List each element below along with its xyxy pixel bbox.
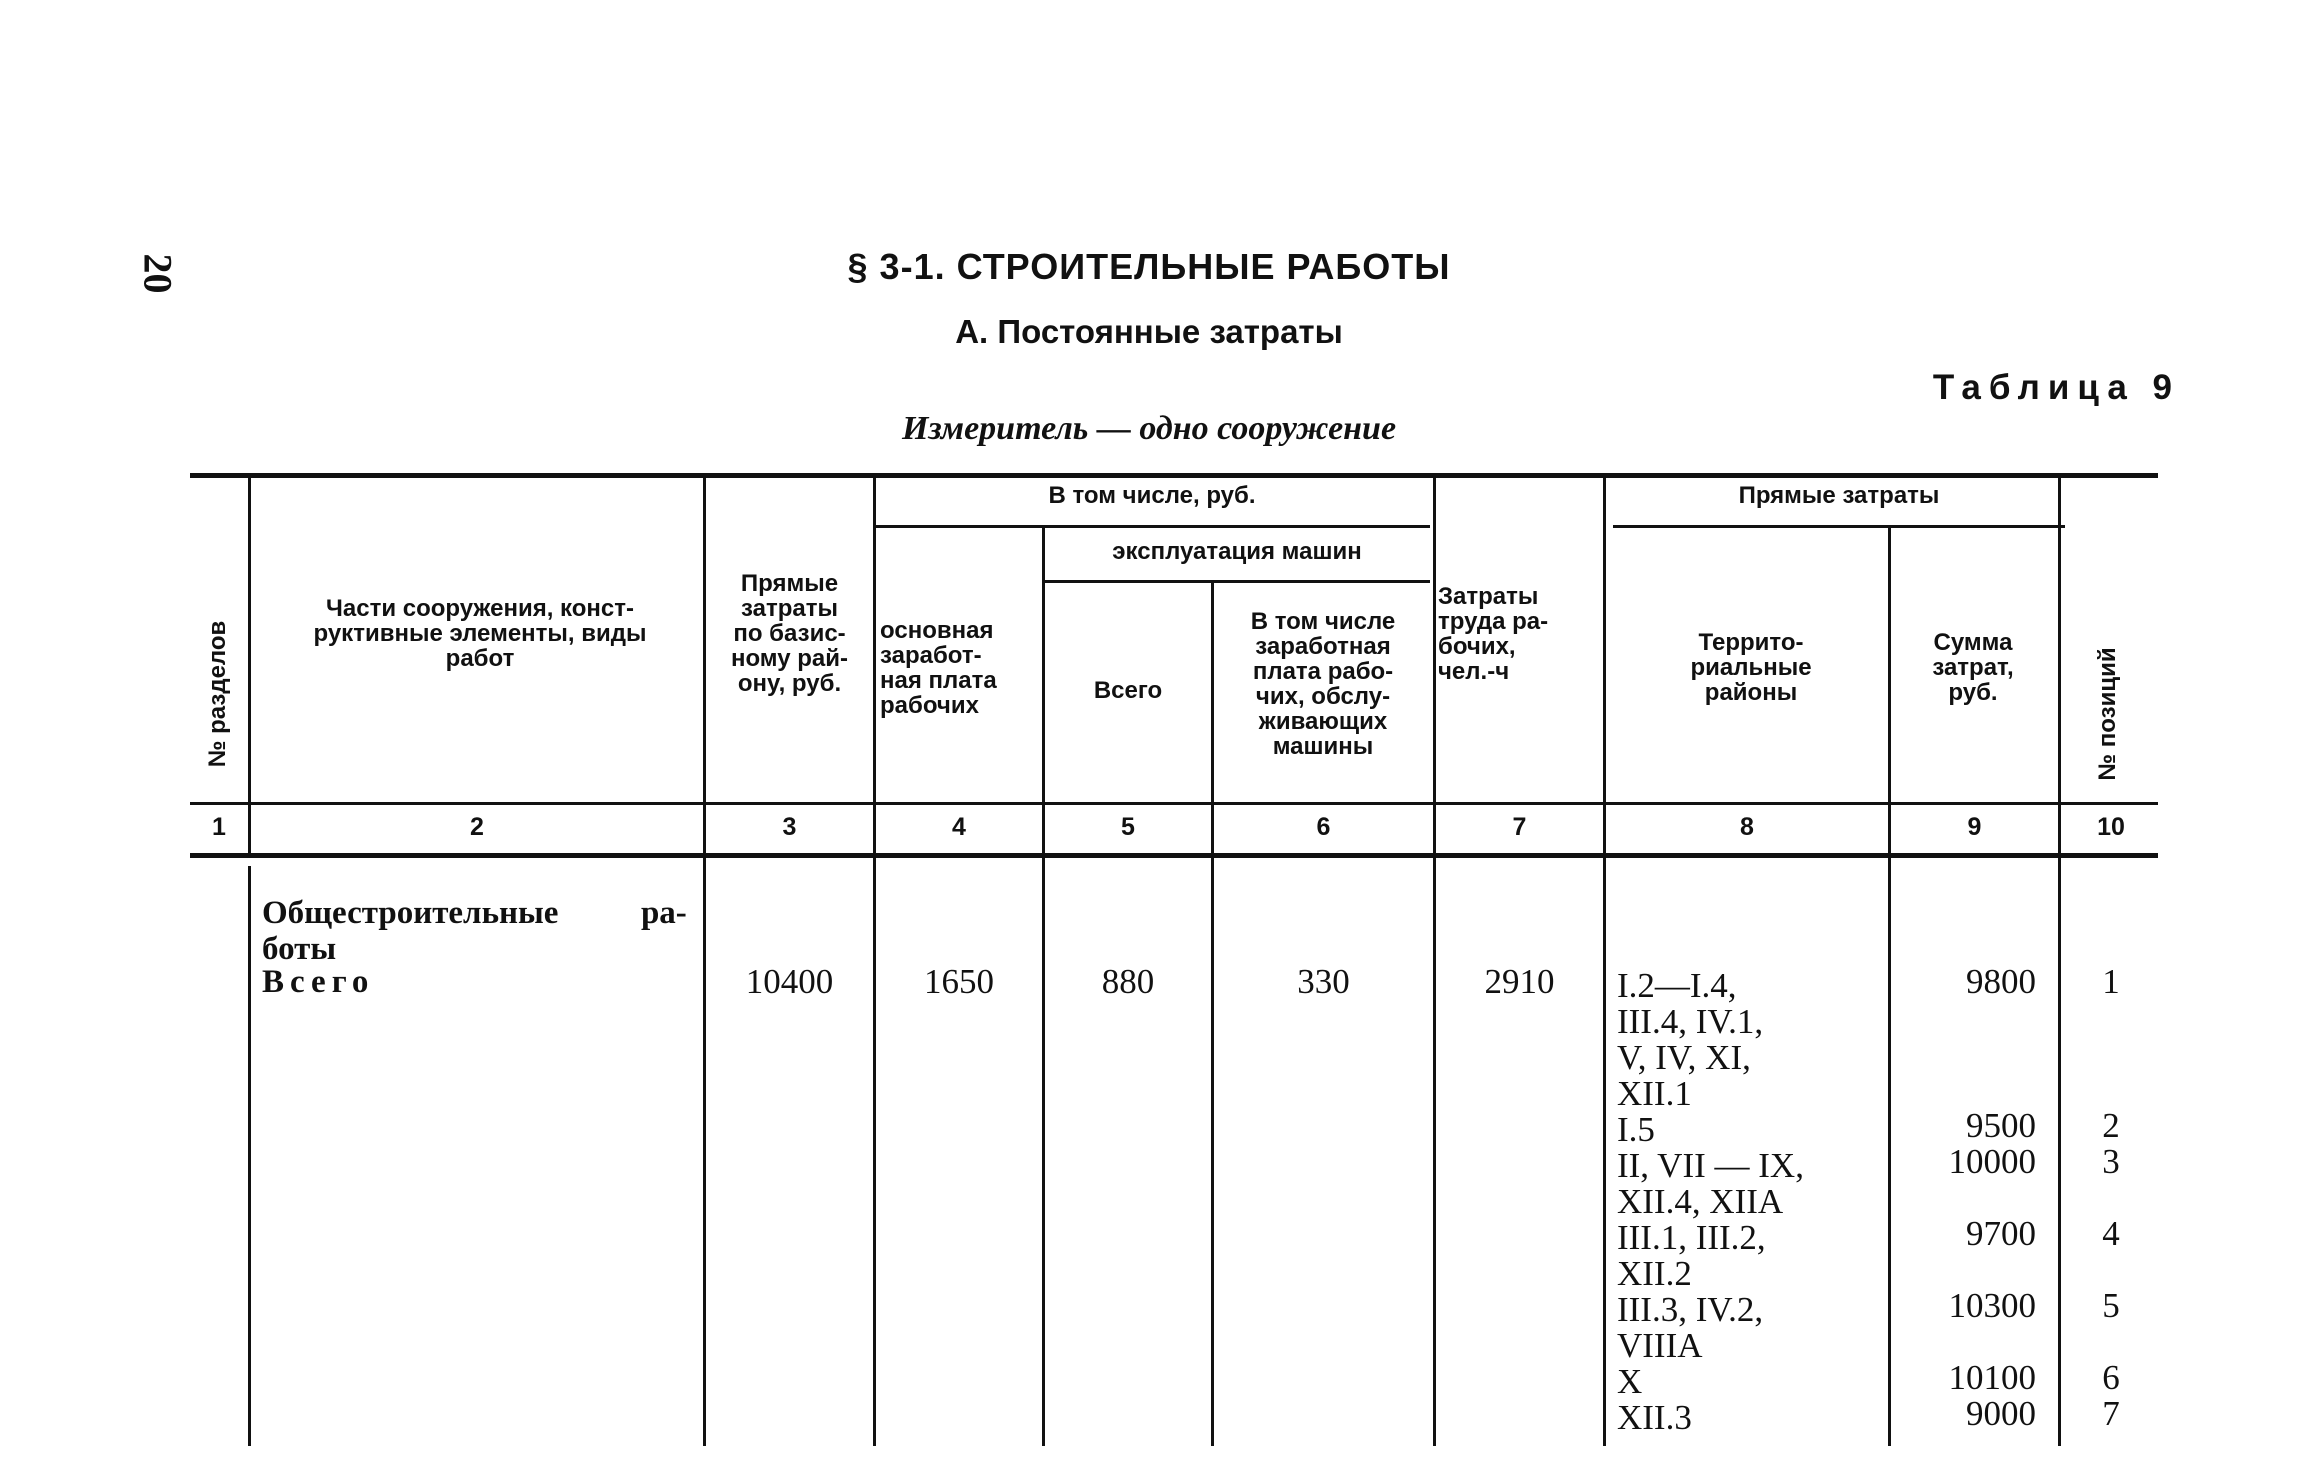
region-cell: I.5 [1617,1110,1655,1149]
total-machines: 880 [1101,962,1155,1001]
col-divider-7 [1603,478,1606,1446]
sum-cell: 9800 [1966,962,2036,1001]
header-direct-group: Прямые затраты [1738,482,1940,509]
header-labor: Затраты труда ра- бочих, чел.-ч [1438,583,1549,685]
col-number: 10 [2097,813,2125,841]
position-cell: 6 [2102,1358,2120,1397]
section-subtitle: А. Постоянные затраты [955,313,1343,350]
header-bottom-rule [190,853,2158,858]
col-divider-1 [248,478,251,853]
col-number: 4 [952,813,966,841]
col-number: 3 [782,813,797,841]
sum-cell: 9500 [1966,1106,2036,1145]
total-machines-wages: 330 [1297,962,1350,1001]
col-divider-5 [1211,583,1214,1446]
col-divider-3 [873,478,876,1446]
col-number: 5 [1121,813,1135,841]
header-positions: № позиций [2094,647,2121,781]
position-cell: 7 [2102,1394,2120,1433]
col-number: 1 [212,813,226,841]
header-incl-group: В том числе, руб. [1048,482,1256,509]
header-wages: основная заработ- ная плата рабочих [880,617,997,719]
col-divider-6 [1433,478,1436,1446]
page-number: 20 [135,253,181,294]
section-name: Общестроительные ра- боты [262,895,687,967]
col-divider-2 [703,478,706,1446]
total-label: Всего [262,964,375,1000]
sum-cell: 10300 [1948,1286,2036,1325]
sum-cell: 10100 [1948,1358,2036,1397]
header-sum: Сумма затрат, руб. [1932,629,2014,706]
position-cell: 3 [2102,1142,2120,1181]
header-regions: Террито- риальные районы [1690,629,1812,706]
total-labor: 2910 [1484,962,1555,1001]
position-cell: 4 [2102,1214,2120,1253]
col-number: 9 [1967,813,1982,841]
col-divider-1-body [248,866,251,1446]
header-machines-total: Всего [1093,677,1163,704]
header-numbers-rule [190,802,2158,805]
position-cell: 2 [2102,1106,2120,1145]
col-number: 7 [1512,813,1527,841]
table-label: Таблица 9 [1932,368,2180,407]
total-direct: 10400 [745,962,834,1001]
sum-cell: 10000 [1948,1142,2036,1181]
total-wages: 1650 [924,962,994,1001]
position-cell: 5 [2102,1286,2120,1325]
region-cell: XII.3 [1617,1398,1692,1437]
col-number: 6 [1316,813,1331,841]
region-cell: II, VII — IX, XII.4, XIIA [1617,1146,1804,1221]
position-cell: 1 [2102,962,2120,1001]
section-title: § 3-1. СТРОИТЕЛЬНЫЕ РАБОТЫ [847,246,1451,287]
incl-group-rule [874,525,1430,528]
measure-caption: Измеритель — одно сооружение [901,410,1397,447]
region-cell: III.3, IV.2, VIIIA [1617,1290,1764,1365]
col-number: 8 [1740,813,1754,841]
region-cell: X [1617,1362,1643,1401]
header-direct-base: Прямые затраты по базис- ному рай- ону, руб. [730,570,849,697]
col-number: 2 [470,813,484,841]
sum-cell: 9700 [1966,1214,2036,1253]
header-sections: № разделов [204,620,231,768]
sum-cell: 9000 [1966,1394,2036,1433]
direct-group-rule [1613,525,2065,528]
header-machines-group: эксплуатация машин [1112,538,1362,565]
region-cell: III.1, III.2, XII.2 [1617,1218,1766,1293]
region-cell: I.2—I.4, III.4, IV.1, V, IV, XI, XII.1 [1617,966,1764,1113]
header-parts: Части сооружения, конст- руктивные элементы, виды работ [313,595,647,672]
machines-group-rule [1044,580,1430,583]
header-machines-wages: В том числе заработная плата рабо- чих, обслу- живающих машины [1250,608,1396,760]
table-top-rule [190,473,2158,478]
